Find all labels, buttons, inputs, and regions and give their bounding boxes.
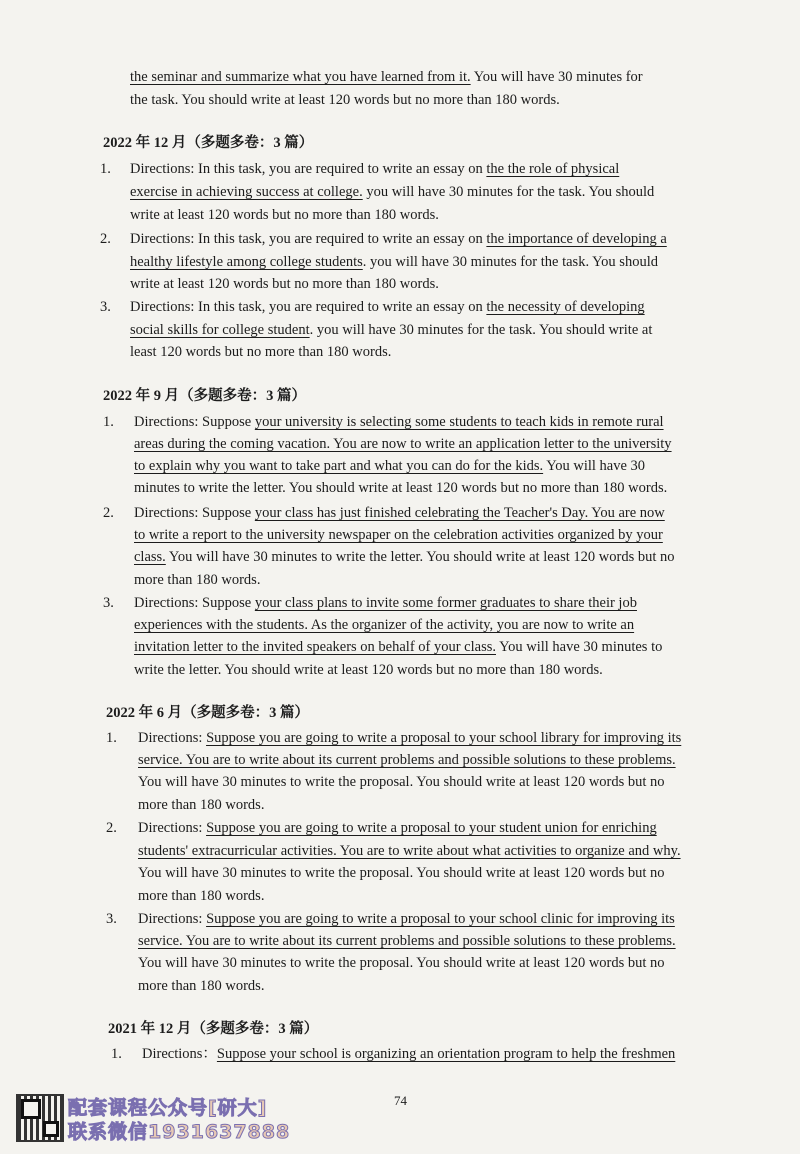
item-line bbox=[130, 181, 654, 203]
underlined-text: Suppose your school is organizing an orientation program to help the freshmen bbox=[216, 1046, 676, 1062]
item-number: 1. bbox=[111, 1046, 122, 1062]
item-line bbox=[130, 228, 667, 250]
section-heading-2022-09: 2022 年 9 月（多题多卷：3 篇） bbox=[103, 388, 306, 404]
text: You will have 30 bbox=[543, 458, 646, 474]
text: Directions: Suppose bbox=[134, 595, 255, 611]
item-number: 3. bbox=[106, 911, 117, 927]
item-line: You will have 30 minutes to write the proposal. You should write at least 120 words but no bbox=[138, 774, 665, 790]
item-line: least 120 words but no more than 180 words. bbox=[130, 344, 392, 360]
underlined-text: experiences with the students. As the organizer of the activity, you are now to write an bbox=[134, 617, 635, 633]
text: You will have 30 minutes to bbox=[496, 639, 663, 655]
underlined-text: the the role of physical bbox=[486, 161, 620, 177]
text: You will have 30 minutes to write the letter. You should write at least 120 words but no bbox=[165, 549, 675, 565]
item-number: 1. bbox=[100, 161, 111, 177]
underlined-text: your class plans to invite some former graduates to share their job bbox=[254, 595, 637, 611]
text: Directions: bbox=[138, 820, 207, 836]
qr-code-icon bbox=[18, 1096, 62, 1140]
item-number: 1. bbox=[103, 414, 114, 430]
text: Directions： bbox=[142, 1046, 217, 1062]
item-line bbox=[134, 636, 662, 658]
item-line bbox=[134, 524, 663, 546]
text: Directions: In this task, you are required to write an essay on bbox=[130, 231, 487, 247]
item-line bbox=[134, 546, 675, 568]
item-line bbox=[130, 251, 658, 273]
item-line: You will have 30 minutes to write the proposal. You should write at least 120 words but no bbox=[138, 865, 665, 881]
underlined-text: invitation letter to the invited speakers on behalf of your class. bbox=[134, 639, 496, 655]
item-line bbox=[134, 411, 664, 433]
underlined-text: the seminar and summarize what you have learned from it. bbox=[130, 69, 471, 85]
item-number: 2. bbox=[100, 231, 111, 247]
intro-line-1 bbox=[130, 66, 643, 88]
item-line: more than 180 words. bbox=[138, 978, 265, 994]
item-line bbox=[130, 296, 645, 318]
watermark-line-1: 配套课程公众号[研大] bbox=[68, 1097, 268, 1119]
text: . you will have 30 minutes for the task. You should bbox=[362, 254, 658, 270]
underlined-text: Suppose you are going to write a proposal to your school library for improving its bbox=[206, 730, 682, 746]
item-line bbox=[134, 433, 672, 455]
item-number: 3. bbox=[100, 299, 111, 315]
text: You will have 30 minutes for bbox=[470, 69, 643, 85]
item-line bbox=[134, 614, 634, 636]
item-line bbox=[134, 502, 665, 524]
item-line bbox=[138, 930, 676, 952]
item-line bbox=[142, 1043, 675, 1065]
underlined-text: social skills for college student bbox=[130, 322, 310, 338]
item-line bbox=[138, 817, 657, 839]
item-number: 2. bbox=[103, 505, 114, 521]
underlined-text: the necessity of developing bbox=[486, 299, 645, 315]
item-line bbox=[134, 455, 645, 477]
text: Directions: Suppose bbox=[134, 505, 255, 521]
underlined-text: areas during the coming vacation. You are now to write an application letter to the university bbox=[134, 436, 672, 452]
underlined-text: Suppose you are going to write a proposal to your school clinic for improving its bbox=[206, 911, 675, 927]
underlined-text: to write a report to the university newspaper on the celebration activities organized by your bbox=[134, 527, 663, 543]
text: Directions: bbox=[138, 911, 207, 927]
underlined-text: service. You are to write about its current problems and possible solutions to these problems. bbox=[138, 933, 676, 949]
text: Directions: In this task, you are required to write an essay on bbox=[130, 299, 487, 315]
underlined-text: healthy lifestyle among college students bbox=[130, 254, 363, 270]
item-line: minutes to write the letter. You should write at least 120 words but no more than 180 words. bbox=[134, 480, 668, 496]
item-line bbox=[138, 727, 681, 749]
section-heading-2021-12: 2021 年 12 月（多题多卷：3 篇） bbox=[108, 1021, 319, 1037]
text: Directions: In this task, you are required to write an essay on bbox=[130, 161, 487, 177]
text: you will have 30 minutes for the task. You should bbox=[362, 184, 655, 200]
item-line bbox=[138, 749, 676, 771]
item-line bbox=[138, 908, 675, 930]
item-number: 1. bbox=[106, 730, 117, 746]
item-number: 2. bbox=[106, 820, 117, 836]
item-number: 3. bbox=[103, 595, 114, 611]
text: . you will have 30 minutes for the task. You should write at bbox=[309, 322, 653, 338]
text: Directions: Suppose bbox=[134, 414, 255, 430]
underlined-text: exercise in achieving success at college. bbox=[130, 184, 363, 200]
section-heading-2022-12: 2022 年 12 月（多题多卷：3 篇） bbox=[103, 135, 314, 151]
underlined-text: your class has just finished celebrating the Teacher's Day. You are now bbox=[254, 505, 665, 521]
item-line: write the letter. You should write at least 120 words but no more than 180 words. bbox=[134, 662, 603, 678]
text: Directions: bbox=[138, 730, 207, 746]
underlined-text: the importance of developing a bbox=[486, 231, 667, 247]
watermark-line-2: 联系微信1931637888 bbox=[68, 1121, 291, 1143]
item-line: more than 180 words. bbox=[134, 572, 261, 588]
item-line: write at least 120 words but no more than 180 words. bbox=[130, 276, 439, 292]
page-number: 74 bbox=[394, 1093, 407, 1108]
underlined-text: class. bbox=[134, 549, 166, 565]
item-line: write at least 120 words but no more than 180 words. bbox=[130, 207, 439, 223]
underlined-text: students' extracurricular activities. You are to write about what activities to organize and why. bbox=[138, 843, 681, 859]
item-line bbox=[130, 319, 652, 341]
underlined-text: to explain why you want to take part and what you can do for the kids. bbox=[134, 458, 544, 474]
underlined-text: your university is selecting some students to teach kids in remote rural bbox=[254, 414, 664, 430]
item-line: more than 180 words. bbox=[138, 797, 265, 813]
item-line: more than 180 words. bbox=[138, 888, 265, 904]
item-line: You will have 30 minutes to write the proposal. You should write at least 120 words but no bbox=[138, 955, 665, 971]
section-heading-2022-06: 2022 年 6 月（多题多卷：3 篇） bbox=[106, 705, 309, 721]
item-line bbox=[130, 158, 619, 180]
underlined-text: Suppose you are going to write a proposal to your student union for enriching bbox=[206, 820, 657, 836]
item-line bbox=[134, 592, 637, 614]
intro-line-2: the task. You should write at least 120 words but no more than 180 words. bbox=[130, 92, 560, 108]
underlined-text: service. You are to write about its current problems and possible solutions to these problems. bbox=[138, 752, 676, 768]
item-line bbox=[138, 840, 681, 862]
